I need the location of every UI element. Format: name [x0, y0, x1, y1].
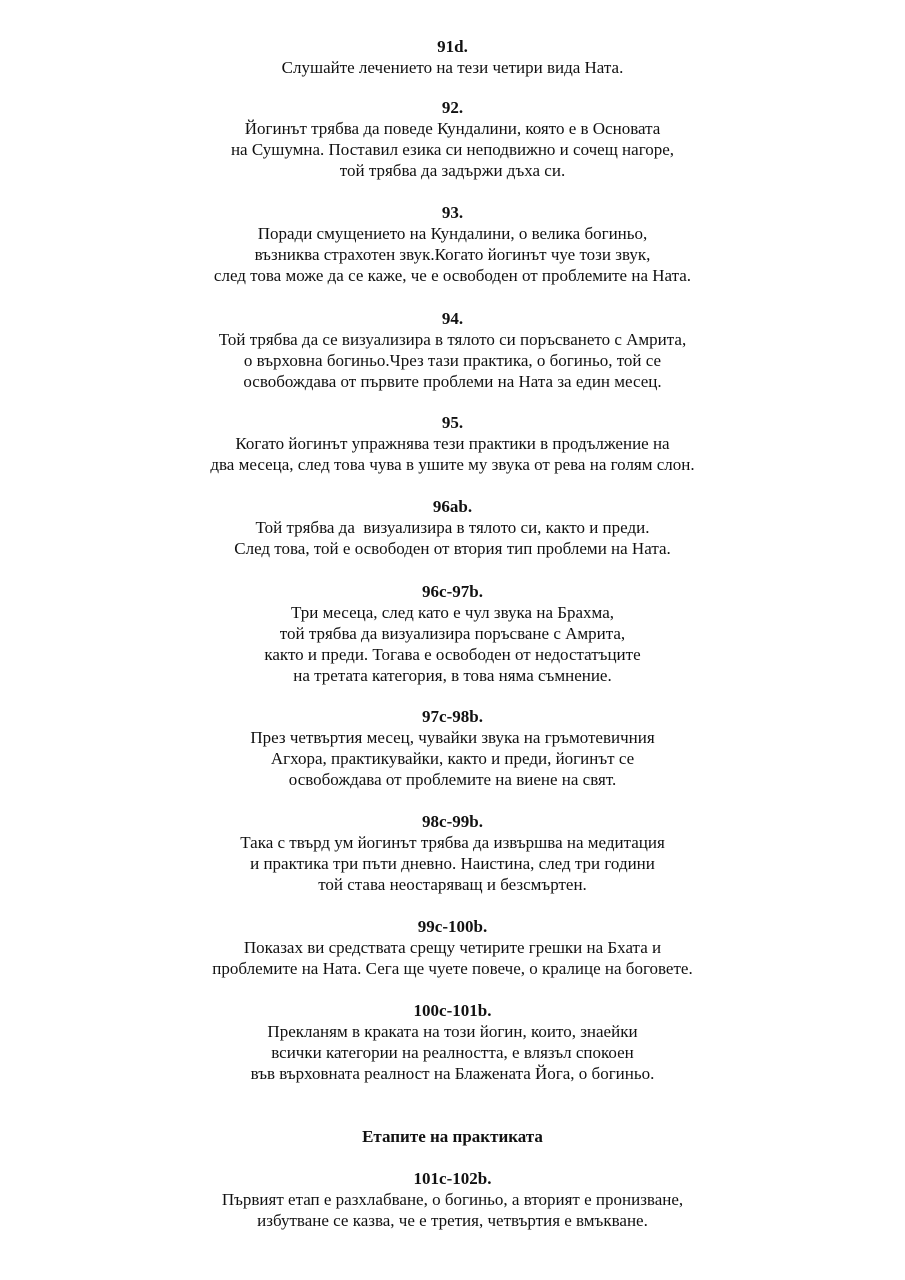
- verse-line: Агхора, практикувайки, както и преди, йогинът се: [270, 749, 635, 768]
- verse-number: 95.: [441, 413, 464, 432]
- verse-line: и практика три пъти дневно. Наистина, след три години: [250, 854, 655, 873]
- verse-line: той става неостаряващ и безсмъртен.: [318, 875, 587, 894]
- verse-block: [0, 581, 905, 686]
- verse-line: всички категории на реалността, е влязъл спокоен: [271, 1043, 634, 1062]
- verse-number: 99c-100b.: [417, 917, 488, 936]
- verse-line: Когато йогинът упражнява тези практики в продължение на: [235, 434, 670, 453]
- verse-number: 97c-98b.: [422, 707, 483, 726]
- verse-line: Така с твърд ум йогинът трябва да извършва на медитация: [240, 833, 665, 852]
- verse-line: избутване се казва, че е третия, четвъртия е вмъкване.: [257, 1211, 648, 1230]
- verse-number: 96ab.: [432, 497, 473, 516]
- verse-line: освобождава от проблемите на виене на свят.: [288, 770, 617, 789]
- verse-block: [0, 412, 905, 475]
- verse-number: 101c-102b.: [413, 1169, 492, 1188]
- verse-number: 100c-101b.: [413, 1001, 492, 1020]
- verse-line: два месеца, след това чува в ушите му звука от рева на голям слон.: [210, 455, 695, 474]
- verse-block: [0, 97, 905, 181]
- verse-block: [0, 202, 905, 286]
- verse-line: Йогинът трябва да поведе Кундалини, която е в Основата: [244, 119, 661, 138]
- verse-block: [0, 706, 905, 790]
- verse-line: както и преди. Тогава е освободен от недостатъците: [264, 645, 641, 664]
- verse-line: Три месеца, след като е чул звука на Брахма,: [291, 603, 614, 622]
- verse-line: Първият етап е разхлабване, о богиньо, а вторият е пронизване,: [221, 1190, 684, 1209]
- verse-line: Поради смущението на Кундалини, о велика богиньо,: [257, 224, 648, 243]
- verse-number: 92.: [441, 98, 464, 117]
- verse-block: [0, 36, 905, 78]
- verse-number: 98c-99b.: [422, 812, 483, 831]
- verse-line: той трябва да визуализира поръсване с Амрита,: [279, 624, 626, 643]
- verse-line: Той трябва да визуализира в тялото си, както и преди.: [255, 518, 650, 537]
- verse-line: освобождава от първите проблеми на Ната за един месец.: [243, 372, 662, 391]
- verse-line: Прекланям в краката на този йогин, които, знаейки: [267, 1022, 638, 1041]
- verse-line: След това, той е освободен от втория тип проблеми на Ната.: [234, 539, 671, 558]
- verse-number: 94.: [441, 309, 464, 328]
- verse-block: [0, 496, 905, 559]
- section-heading-block: [0, 1126, 905, 1147]
- verse-line: Той трябва да се визуализира в тялото си поръсването с Амрита,: [218, 330, 687, 349]
- verse-line: Показах ви средствата срещу четирите грешки на Бхата и: [243, 938, 662, 957]
- section-heading: Етапите на практиката: [362, 1127, 543, 1146]
- verse-block: [0, 811, 905, 895]
- verse-line: той трябва да задържи дъха си.: [339, 161, 566, 180]
- verse-line: о върховна богиньо.Чрез тази практика, о богиньо, той се: [243, 351, 662, 370]
- verse-block: [0, 1168, 905, 1231]
- verse-block: [0, 916, 905, 979]
- verse-line: Слушайте лечението на тези четири вида Ната.: [281, 58, 624, 77]
- verse-line: във върховната реалност на Блажената Йога, о богиньо.: [250, 1064, 655, 1083]
- verse-line: проблемите на Ната. Сега ще чуете повече, о кралице на боговете.: [212, 959, 693, 978]
- verse-line: на третата категория, в това няма съмнение.: [293, 666, 612, 685]
- verse-line: след това може да се каже, че е освободен от проблемите на Ната.: [213, 266, 692, 285]
- verse-number: 93.: [441, 203, 464, 222]
- verse-number: 96c-97b.: [422, 582, 483, 601]
- verse-line: възниква страхотен звук.Когато йогинът чуе този звук,: [254, 245, 651, 264]
- verse-block: [0, 308, 905, 392]
- verse-line: През четвъртия месец, чувайки звука на гръмотевичния: [250, 728, 655, 747]
- verse-number: 91d.: [437, 37, 468, 56]
- verse-block: [0, 1000, 905, 1084]
- verse-line: на Сушумна. Поставил езика си неподвижно и сочещ нагоре,: [230, 140, 675, 159]
